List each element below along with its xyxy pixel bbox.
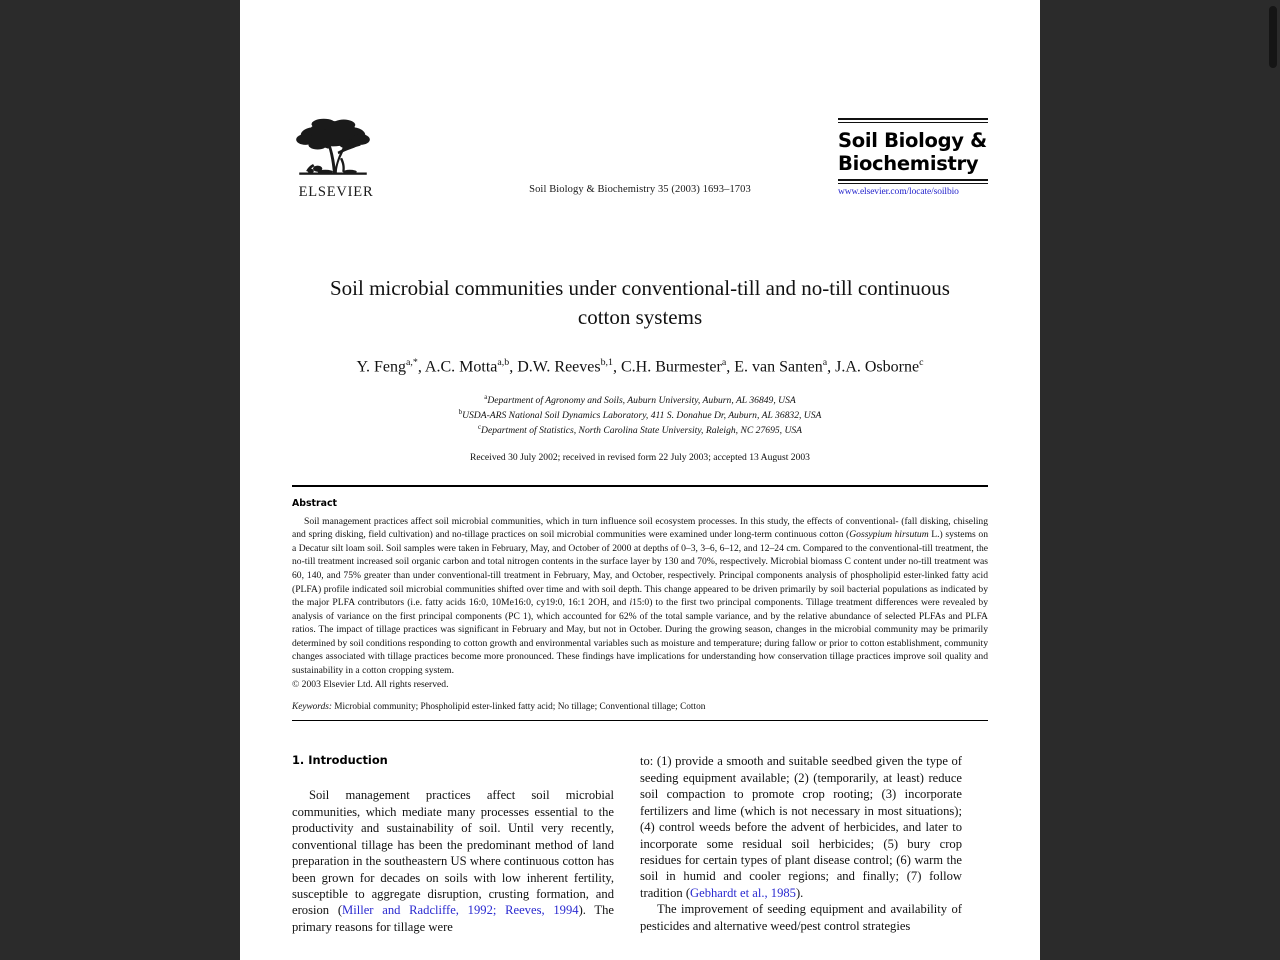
affiliation-item — [292, 423, 988, 438]
citation-link-miller-radcliffe[interactable]: Miller and Radcliffe, 1992; Reeves, 1994 — [342, 903, 579, 918]
copyright-line: © 2003 Elsevier Ltd. All rights reserved. — [292, 678, 449, 690]
body-columns — [292, 753, 988, 935]
body-column-right — [640, 753, 962, 935]
affiliation-text: Department of Agronomy and Soils, Auburn University, Auburn, AL 36849, USA — [487, 394, 796, 406]
affiliation-mark: b — [458, 409, 463, 417]
keywords-label: Keywords: — [292, 702, 332, 713]
elsevier-tree-icon — [294, 118, 372, 184]
journal-citation-line: Soil Biology & Biochemistry 35 (2003) 1693–1703 — [529, 184, 751, 195]
author-list: Y. Feng$^{a,*}$, A.C. Motta$^{a,b}$, D.W. Reeves$^{b,1}$, C.H. Burmester$^a$, E. van Santen$^a$, J.A. Osborne$^c$ — [356, 356, 924, 376]
abstract-rule-bottom — [292, 720, 988, 721]
intro-paragraph-right-2: The improvement of seeding equipment and availability of pesticides and alternative weed/pest control strategies — [640, 902, 962, 933]
abstract-rule-top — [292, 485, 988, 487]
section-heading-introduction: 1. Introduction — [292, 753, 388, 768]
keywords-text: Microbial community; Phospholipid ester-linked fatty acid; No tillage; Conventional tillage; Cotton — [334, 702, 706, 713]
intro-paragraph-right: to: (1) provide a smooth and suitable seedbed given the type of seeding equipment available; (2) (temporarily, at least) reduce soil compaction to promote crop rooting; (3) incorporate fertilizers and lime (which is not necessary in most situations); (4) control weeds before the advent of herbicides, and later to incorporate some residual soil herbicides; (5) bury crop residues for certain types of plant disease control; (6) warm the soil in humid and cooler regions; and finally; (7) follow tradition (Gebhardt et al., 1985). — [640, 754, 962, 900]
affiliation-item — [292, 408, 988, 423]
elsevier-wordmark: ELSEVIER — [298, 184, 374, 200]
journal-title-line2: Biochemistry — [838, 152, 979, 175]
journal-logo-block — [838, 118, 988, 197]
document-page — [240, 0, 1040, 960]
abstract-text: Soil management practices affect soil microbial communities, which in turn influence soil ecosystem processes. In this study, the effects of conventional- (fall disking, chiseling and spring disking, field cultivation) and no-tillage practices on soil microbial communities were examined under long-term continuous cotton (Gossypium hirsutum L.) systems on a Decatur silt loam soil. Soil samples were taken in February, May, and October of 2000 at depths of 0–3, 3–6, 6–12, and 12–24 cm. Compared to the conventional-till treatment, the no-till treatment increased soil organic carbon and total nitrogen contents in the surface layer by 130 and 70%, respectively. Microbial biomass C content under no-till treatment was 60, 140, and 75% greater than under conventional-till treatment in February, May, and October, respectively. Principal components analysis of phospholipid ester-linked fatty acid (PLFA) profile indicated soil microbial communities shifted over time and with soil depth. This change appeared to be driven primarily by soil bacterial populations as indicated by the major PLFA contributors (i.e. fatty acids 16:0, 10Me16:0, cy19:0, 16:1 2OH, and i15:0) to the first two principal components. Tillage treatment differences were revealed by analysis of variance on the first principal components (PC 1), which accounted for 62% of the total sample variance, and by the relative abundance of selected PLFAs and PLFA ratios. The impact of tillage practices was significant in February and May, but not in October. During the growing season, changes in the microbial community may be primarily determined by soil conditions responding to cotton growth and environmental variables such as moisture and temperature; during fallow or prior to cotton establishment, community changes associated with tillage practices become more pronounced. These findings have implications for understanding how conservation tillage practices improve soil quality and sustainability in a cotton cropping system. — [292, 515, 988, 676]
journal-rule-bottom — [838, 179, 988, 184]
article-title: Soil microbial communities under conventional-till and no-till continuous cotton systems — [330, 276, 950, 329]
affiliation-mark: c — [477, 424, 482, 432]
affiliation-mark: a — [484, 393, 488, 401]
affiliation-text: USDA-ARS National Soil Dynamics Laboratory, 411 S. Donahue Dr, Auburn, AL 36832, USA — [462, 410, 822, 422]
journal-title — [838, 129, 988, 175]
abstract-heading: Abstract — [292, 497, 338, 509]
journal-rule-top — [838, 118, 988, 123]
journal-masthead — [292, 118, 988, 230]
received-dates: Received 30 July 2002; received in revised form 22 July 2003; accepted 13 August 2003 — [470, 451, 810, 463]
affiliation-list — [292, 393, 988, 439]
citation-link-gebhardt[interactable]: Gebhardt et al., 1985 — [690, 885, 796, 900]
journal-url-link[interactable]: www.elsevier.com/locate/soilbio — [838, 187, 959, 197]
affiliation-text: Department of Statistics, North Carolina State University, Raleigh, NC 27695, USA — [481, 425, 803, 437]
journal-title-line1: Soil Biology & — [838, 129, 987, 152]
vertical-scrollbar[interactable] — [1266, 0, 1280, 960]
scrollbar-thumb[interactable] — [1269, 6, 1277, 68]
keywords-line — [292, 702, 988, 712]
affiliation-item — [292, 393, 988, 408]
body-column-left — [292, 753, 614, 935]
intro-paragraph-left: Soil management practices affect soil microbial communities, which mediate many processes essential to the productivity and sustainability of soil. Until very recently, conventional tillage has been the predominant method of land preparation in the southeastern US where continuous cotton has been grown for decades on soils with low inherent fertility, susceptible to aggregate disruption, crusting formation, and erosion (Miller and Radcliffe, 1992; Reeves, 1994). The primary reasons for tillage were — [292, 788, 614, 934]
